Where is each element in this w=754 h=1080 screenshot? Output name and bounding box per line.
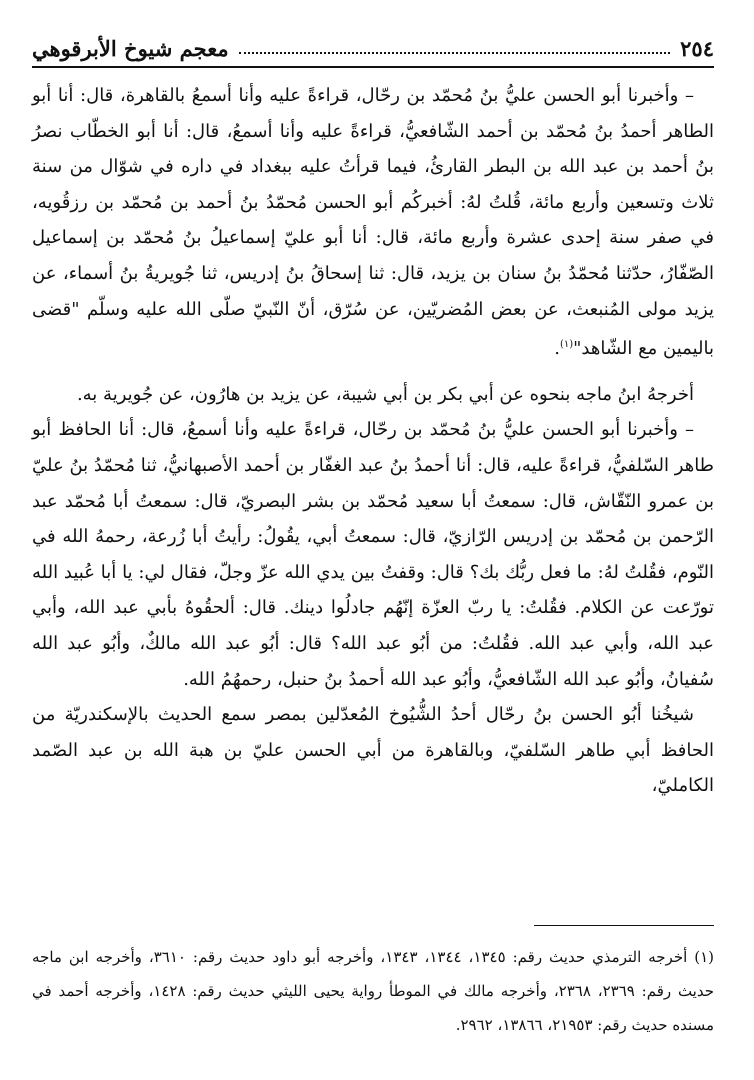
biography-paragraph: شيخُنا أبُو الحسن بنُ رحّال أحدُ الشُّيُوخ المُعدّلين بمصر سمع الحديث بالإسكندريّة من الحافظ أبي طاهر السّلفيّ، وبالقاهرة من أبي الحسن عليّ بن هبة الله بن عبد الصّمد الكامليّ، [32, 704, 714, 797]
footnote-marker: (١) [559, 339, 574, 351]
footnote-text: (١) أخرجه الترمذي حديث رقم: ١٣٤٥، ١٣٤٤، ١٣٤٣، وأخرجه أبو داود حديث رقم: ٣٦١٠، وأخرجه ابن ماجه حديث رقم: ٢٣٦٩، ٢٣٦٨، وأخرجه مالك في الموطأ رواية يحيى الليثي حديث رقم: ١٤٢٨، وأخرجه أحمد في مسنده حديث رقم: ٢١٩٥٣، ١٣٨٦٦، ٢٩٦٢. [32, 948, 715, 1034]
page-number: ٢٥٤ [680, 35, 714, 61]
takhrij-paragraph: أخرجهُ ابنُ ماجه بنحوه عن أبي بكر بن أبي شيبة، عن يزيد بن هارُون، عن جُويرية به. [76, 383, 694, 405]
dotted-leader [239, 42, 671, 54]
hadith-paragraph-1: – وأخبرنا أبو الحسن عليُّ بنُ مُحمّد بن رحّال، قراءةً عليه وأنا أسمعُ بالقاهرة، قال: أنا أبو الطاهر أحمدُ بنُ مُحمّد بن أحمد الشّافعيُّ، قراءةً عليه وأنا أسمعُ، قال: أنا أبو الخطّاب نصرُ بنُ أحمد بن عبد الله بن البطر القارئُ، فيما قرأتُ عليه ببغداد في داره في شوّال من سنة ثلاث وتسعين وأربع مائة، قُلتُ لهُ: أخبركُم أبو الحسن مُحمّدُ بنُ أحمد بن مُحمّد بن رزقُويه، في صفر سنة إحدى عشرة وأربع مائة، قال: أنا أبو عليّ إسماعيلُ بنُ مُحمّد بن إسماعيل الصّفّارُ، حدّثنا مُحمّدُ بنُ سنان بن يزيد، قال: ثنا إسحاقُ بنُ إدريس، ثنا جُويريةُ بنُ أسماء، عن يزيد مولى المُنبعث، عن بعض المُضريّين، عن سُرّق، أنّ النّبيّ صلّى الله عليه وسلّم "قضى باليمين مع الشّاهد"$^{(١)}$. [32, 85, 714, 360]
book-title: معجم شيوخ الأبرقوهي [32, 35, 229, 61]
paragraph-text: – وأخبرنا أبو الحسن عليُّ بنُ مُحمّد بن رحّال، قراءةً عليه وأنا أسمعُ بالقاهرة، قال: أنا أبو الطاهر أحمدُ بنُ مُحمّد بن أحمد الشّافعيُّ، قراءةً عليه وأنا أسمعُ، قال: أنا أبو الخطّاب نصرُ بنُ أحمد بن عبد الله بن البطر القارئُ، فيما قرأتُ عليه ببغداد في داره في شوّال من سنة ثلاث وتسعين وأربع مائة، قُلتُ لهُ: أخبركُم أبو الحسن مُحمّدُ بنُ أحمد بن مُحمّد بن رزقُويه، في صفر سنة إحدى عشرة وأربع مائة، قال: أنا أبو عليّ إسماعيلُ بنُ مُحمّد بن إسماعيل الصّفّارُ، حدّثنا مُحمّدُ بنُ سنان بن يزيد، قال: ثنا إسحاقُ بنُ إدريس، ثنا جُويريةُ بنُ أسماء، عن يزيد مولى المُنبعث، عن بعض المُضريّين، عن سُرّق، أنّ النّبيّ صلّى الله عليه وسلّم "قضى باليمين مع الشّاهد" [32, 85, 714, 360]
page-body [32, 78, 714, 804]
footnote-separator [534, 925, 714, 926]
page-header [32, 30, 714, 68]
hadith-paragraph-2: – وأخبرنا أبو الحسن عليُّ بنُ مُحمّد بن رحّال، قراءةً عليه وأنا أسمعُ، قال: أنا الحافظ أبو طاهر السّلفيُّ، قراءةً عليه، قال: أنا أحمدُ بنُ عبد الغفّار بن أحمد الأصبهانيُّ، ثنا مُحمّدُ بنُ عليّ بن عمرو النّقّاش، قال: سمعتُ أبا سعيد مُحمّد بن بشر البصريّ، قال: سمعتُ أبا مُحمّد عبد الرّحمن بن مُحمّد بن إدريس الرّازيّ، قال: سمعتُ أبي، يقُولُ: رأيتُ أبا زُرعة، رحمهُ الله في النّوم، فقُلتُ لهُ: ما فعل ربُّك بك؟ قال: وقفتُ بين يدي الله عزّ وجلّ، فقال لي: يا أبا عُبيد الله تورّعت عن الكلام. فقُلتُ: يا ربّ العزّة إنّهُم جادلُوا دينك. قال: ألحقُوهُ بأبي عبد الله، وأبي عبد الله، وأبي عبد الله. فقُلتُ: من أبُو عبد الله؟ قال: أبُو عبد الله مالكٌ، وأبُو عبد الله سُفيانُ، وأبُو عبد الله الشّافعيُّ، وأبُو عبد الله أحمدُ بنُ حنبل، رحمهُمُ الله. [32, 419, 715, 690]
